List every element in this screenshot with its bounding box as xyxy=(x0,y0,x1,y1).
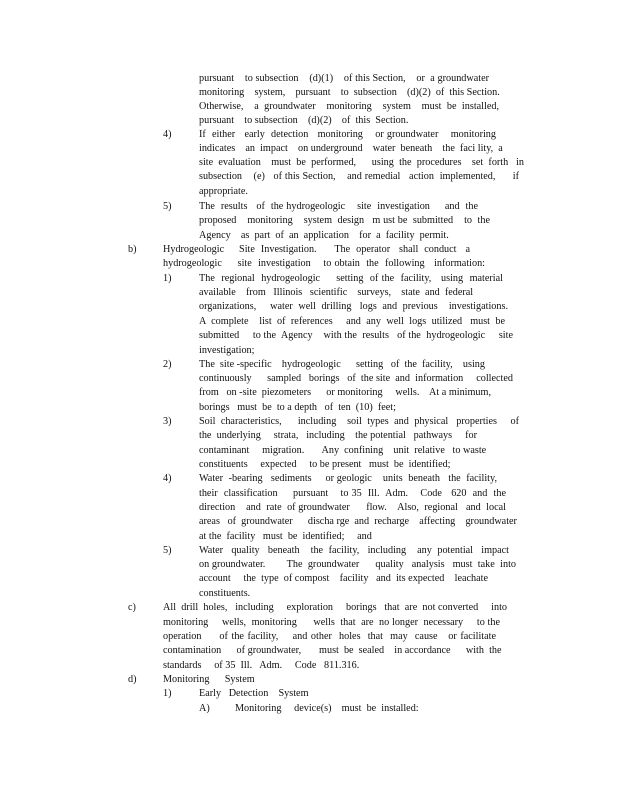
text-line: Monitoring device(s) must be installed: xyxy=(235,703,419,714)
text-line: If either early detection monitoring or groundwater monitoring xyxy=(199,129,496,140)
item-marker: A) xyxy=(199,703,210,714)
text-line: investigation; xyxy=(199,345,255,356)
text-line: indicates an impact on underground water beneath the faci lity, a xyxy=(199,143,503,154)
text-line: pursuant to subsection (d)(2) of this Section. xyxy=(199,115,409,126)
item-marker: 4) xyxy=(163,129,172,140)
text-line: site evaluation must be performed, using the procedures set forth in xyxy=(199,157,524,168)
text-line: hydrogeologic site investigation to obtain the following information: xyxy=(163,258,485,269)
text-line: Agency as part of an application for a facility permit. xyxy=(199,230,449,241)
text-line: All drill holes, including exploration borings that are not converted into xyxy=(163,602,507,613)
text-line: appropriate. xyxy=(199,186,248,197)
text-line: Water quality beneath the facility, including any potential impact xyxy=(199,545,509,556)
text-line: The site -specific hydrogeologic setting of the facility, using xyxy=(199,359,485,370)
section-marker: b) xyxy=(128,244,137,255)
text-line: pursuant to subsection (d)(1) of this Section, or a groundwater xyxy=(199,73,489,84)
text-line: contaminant migration. Any confining unit relative to waste xyxy=(199,445,487,456)
text-line: from on -site piezometers or monitoring wells. At a minimum, xyxy=(199,387,491,398)
text-line: contamination of groundwater, must be sealed in accordance with the xyxy=(163,645,502,656)
text-line: account the type of compost facility and its expected leachate xyxy=(199,573,488,584)
text-line: Early Detection System xyxy=(199,688,309,699)
text-line: Soil characteristics, including soil types and physical properties of xyxy=(199,416,519,427)
text-line: at the facility must be identified; and xyxy=(199,531,372,542)
text-line: constituents expected to be present must be identified; xyxy=(199,459,451,470)
item-marker: 1) xyxy=(163,273,172,284)
item-marker: 3) xyxy=(163,416,172,427)
text-line: continuously sampled borings of the site and information collected xyxy=(199,373,513,384)
text-line: monitoring wells, monitoring wells that are no longer necessary to the xyxy=(163,617,500,628)
text-line: The results of the hydrogeologic site investigation and the xyxy=(199,201,478,212)
text-line: proposed monitoring system design m ust be submitted to the xyxy=(199,215,490,226)
section-marker: d) xyxy=(128,674,137,685)
item-marker: 1) xyxy=(163,688,172,699)
text-line: Hydrogeologic Site Investigation. The operator shall conduct a xyxy=(163,244,470,255)
text-line: the underlying strata, including the potential pathways for xyxy=(199,430,477,441)
item-marker: 4) xyxy=(163,473,172,484)
text-line: subsection (e) of this Section, and remedial action implemented, if xyxy=(199,171,519,182)
item-marker: 5) xyxy=(163,545,172,556)
text-line: direction and rate of groundwater flow. Also, regional and local xyxy=(199,502,506,513)
text-line: available from Illinois scientific surveys, state and federal xyxy=(199,287,474,298)
text-line: their classification pursuant to 35 Ill. Adm. Code 620 and the xyxy=(199,488,506,499)
text-line: constituents. xyxy=(199,588,251,599)
text-line: operation of the facility, and other holes that may cause or facilitate xyxy=(163,631,496,642)
item-marker: 2) xyxy=(163,359,172,370)
text-line: Otherwise, a groundwater monitoring system must be installed, xyxy=(199,101,499,112)
text-line: monitoring system, pursuant to subsection (d)(2) of this Section. xyxy=(199,87,500,98)
text-line: on groundwater. The groundwater quality analysis must take into xyxy=(199,559,516,570)
text-line: The regional hydrogeologic setting of the facility, using material xyxy=(199,273,503,284)
text-line: submitted to the Agency with the results of the hydrogeologic site xyxy=(199,330,513,341)
text-line: standards of 35 Ill. Adm. Code 811.316. xyxy=(163,660,360,671)
text-line: A complete list of references and any well logs utilized must be xyxy=(199,316,505,327)
text-line: Monitoring System xyxy=(163,674,255,685)
text-line: borings must be to a depth of ten (10) feet; xyxy=(199,402,396,413)
text-line: Water -bearing sediments or geologic units beneath the facility, xyxy=(199,473,497,484)
section-marker: c) xyxy=(128,602,136,613)
text-line: areas of groundwater discha rge and recharge affecting groundwater xyxy=(199,516,517,527)
text-line: organizations, water well drilling logs and previous investigations. xyxy=(199,301,508,312)
item-marker: 5) xyxy=(163,201,172,212)
